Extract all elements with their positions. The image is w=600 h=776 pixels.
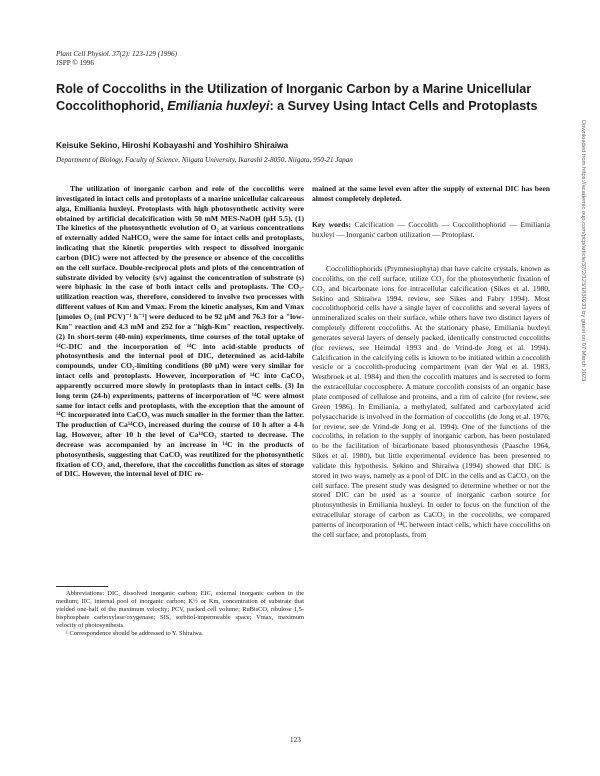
keywords-label: Key words: [312,220,351,229]
footnote-abbreviations: Abbreviations: DIC, dissolved inorganic carbon; EIC, external inorganic carbon in the medium; IIC, internal pool of inorganic carbon; K½ or Km, concentration of substrate that yielded one-half of the maximum velocity; PCV, packed cell volume; RuBisCO, ribulose 1,5-bisphosphate carboxylase/oxygenase; SIS, sorbitol-impermeable space; Vmax, maximum velocity of photosynthesis. [56,590,304,630]
abstract-continued-text: mained at the same level even after the supply of external DIC has been almost completely depleted. [312,184,550,203]
abstract-text: The utilization of inorganic carbon and role of the coccoliths were investigated in intact cells and protoplasts of a marine unicellular calcareous alga, Emiliania huxleyi. Protoplasts with high photosynthetic activity were obtained by artificial decalcification with 50 mM MES-NaOH (pH 5.5). (1) The kinetics of the photosynthetic evolution of O₂ at various concentrations of externally added NaHCO₃ were the same for intact cells and protoplasts, indicating that the kinetic properties with respect to dissolved inorganic carbon (DIC) were not affected by the presence or absence of the coccoliths on the cell surface. Double-reciprocal plots and plots of the concentration of substrate divided by velocity (s/v) against the concentration of substrate (s) were biphasic in the case of both intact cells and protoplasts. The CO₂-utilization reaction was, therefore, considered to involve two processes with different values of Km and Vmax. From the kinetic analyses, Km and Vmax [μmoles O₂ (ml PCV)⁻¹ h⁻¹] were deduced to be 92 μM and 76.3 for a "low-Km" reaction and 4.3 mM and 252 for a "high-Km" reaction, respectively. (2) In short-term (40-min) experiments, time courses of the total uptake of ¹⁴C-DIC and the incorporation of ¹⁴C into acid-stable products of photosynthesis and the internal pool of DIC, determined as acid-labile compounds, under CO₂-limiting conditions (80 μM) were very similar for intact cells and protoplasts. However, incorporation of ¹⁴C into CaCO₃ apparently occurred more slowly in protoplasts than in intact cells. (3) In long term (24-h) experiments, patterns of incorporation of ¹⁴C were almost same for intact cells and protoplasts, with the exception that the amount of ¹⁴C incorporated into CaCO₃ was much smaller in the former than the latter. The production of Ca¹⁴CO₃ increased during the course of 10 h after a 4-h lag. However, after 10 h the level of Ca¹⁴CO₃ started to decrease. The decrease was accompanied by an increase in ¹⁴C in the products of photosynthesis, suggesting that CaCO₃ was reutilized for the photosynthetic fixation of CO₂ and, therefore, that the coccoliths function as sites of storage of DIC. However, the internal level of DIC re- [56,184,304,479]
keywords-text: Calcification — Coccolith — Coccolithophorid — Emiliania huxleyi — Inorganic carbon utilization — Protoplast. [312,220,550,239]
page-number: 123 [290,736,301,744]
journal-citation: Plant Cell Physiol. 37(2): 123-129 (1996) [56,50,177,58]
footnote-rule [56,586,108,587]
article-title [56,81,556,115]
footnotes [56,590,304,639]
download-watermark: Downloaded from https://academic.oup.com/pcp/article/37/2/123/1830233 by guest on 07 March 2023 [580,120,586,382]
abstract [56,184,304,479]
title-subtitle: : a Survey Using Intact Cells and Protoplasts [269,99,538,114]
keywords [312,220,550,240]
journal-header [56,50,177,68]
abstract-continued [312,184,550,204]
affiliation: Department of Biology, Faculty of Science, Niigata University, Ikarashi 2-8050, Niigata, 950-21 Japan [56,156,353,164]
author-list: Keisuke Sekino, Hiroshi Kobayashi and Yoshihiro Shiraiwa [56,140,289,150]
introduction [312,264,550,540]
footnote-correspondence: ¹ Correspondence should be addressed to Y. Shiraiwa. [66,630,204,638]
introduction-text: Coccolithophorids (Prymnesiophyta) that have calcite crystals, known as coccoliths, on the cell surface, utilize CO₂ for the photosynthetic fixation of CO₂ and bicarbonate ions for intracellular calcification (Sikes et al. 1980, Sekino and Shiraiwa 1994, review, see Sikes and Fabry 1994). Most coccolithophorid cells have a single layer of coccoliths and several layers of unmineralized scales on their surface, while others have two distinct layers of completely different coccoliths. At the stationary phase, Emiliania huxleyi generates several layers of densely packed, identically constructed coccoliths (for reviews, see Heimdal 1993 and de Vrind-de Jong et al. 1994). Calcification in the calcifying cells is known to be initiated within a coccolith vesicle or a coccolith-producing compartment (van der Wal et al. 1983, Westbroek et al. 1984) and then the coccolith matures and is secreted to form the extracellular coccosphere. A mature coccolith consists of an organic base plate composed of cellulose and proteins, and a rim of calcite (for review, see Green 1986). In Emiliania, a methylated, sulfated and carboxylated acid polysaccharide is involved in the formation of coccoliths (de Jong et al. 1976; for review, see de Vrind-de Jong et al. 1994). One of the functions of the coccoliths, in relation to the supply of inorganic carbon, has been postulated to be the facilitation of bicarbonate based photosynthesis (Paasche 1964, Sikes et al. 1980), but little experimental evidence has been presented to validate this hypothesis. Sekino and Shiraiwa (1994) showed that DIC is stored in two ways, namely as a pool of DIC in the cells and as CaCO₃ on the cell surface. The present study was designed to determine whether or not the stored DIC can be used as a source of inorganic carbon source for photosynthesis in Emiliania huxleyi. In order to focus on the function of the extracellular storage of carbon as CaCO₃ in the coccoliths, we compared patterns of incorporation of ¹⁴C between intact cells, which have coccoliths on the cell surface, and protoplasts, from [312,264,550,539]
issn-line: JSPP © 1996 [56,59,94,67]
title-text: Role of Coccoliths in the Utilization of Inorganic Carbon by a Marine Unicellular Coccolithophorid, [56,82,532,114]
title-species: Emiliania huxleyi [167,99,270,114]
